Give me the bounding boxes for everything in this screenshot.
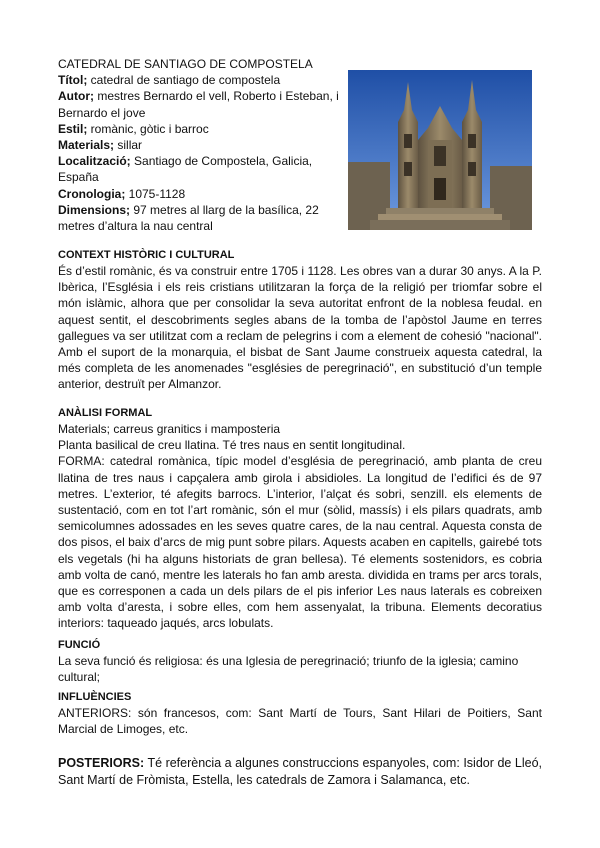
field-autor <box>58 88 343 120</box>
section-heading: FUNCIÓ <box>58 639 101 651</box>
context-paragraph: És d’estil romànic, és va construir entre 1705 i 1128. Les obres van a durar 30 anys. A la P. Ibèrica, l’Església i els reis cristians utilitzaran la força de la religió per triomfar sobre el món islàmic, alhora que per consolidar la seva autoritat enfront de la noblesa feudal. en aquest sentit, el descobriments segles abans de la tomba de l’apòstol Jaume en terres gallegues va ser utilitzat com a reclam de pelegrins i com a element de cohesió "nacional". Amb el suport de la monarquia, el bisbat de Sant Jaume construeix aquesta catedral, la més completa de les anomenades "esglésies de peregrinació", en substitució d’un temple anterior, destruït per Almanzor. <box>58 264 542 392</box>
section-heading: CONTEXT HISTÒRIC I CULTURAL <box>58 249 235 261</box>
section-context <box>58 248 542 393</box>
field-value: mestres Bernardo el vell, Roberto i Esteban, i Bernardo el jove <box>58 89 339 120</box>
field-label: Localització; <box>58 154 131 169</box>
analisi-line: Planta basilical de creu llatina. Té tres naus en sentit longitudinal. <box>58 438 406 453</box>
document-title: CATEDRAL DE SANTIAGO DE COMPOSTELA <box>58 57 313 71</box>
posteriors-label: POSTERIORS: <box>58 756 145 770</box>
field-label: Dimensions; <box>58 202 131 217</box>
field-label: Materials; <box>58 138 115 153</box>
field-estil <box>58 121 343 137</box>
section-heading: INFLUÈNCIES <box>58 691 132 703</box>
field-label: Autor; <box>58 89 94 104</box>
field-value: romànic, gòtic i barroc <box>87 121 209 136</box>
field-localitzacio <box>58 153 343 185</box>
section-funcio <box>58 638 542 685</box>
field-value: 1075-1128 <box>125 186 186 201</box>
field-label: Estil; <box>58 121 88 136</box>
forma-paragraph: FORMA: catedral romànica, típic model d’església de peregrinació, amb planta de creu llatina de tres naus i capçalera amb girola i absidioles. La longitud de l’edifici és de 97 metres. L’exterior, té afegits barrocs. L’interior, l’alçat és sobri, senzill. els elements de sustentació, com en tot l’art romànic, són el mur (sòlid, massís) i els pilars quadrats, amb semicolumnes adossades en les seves quatre cares, de la nau central. Aquesta consta de dos pisos, el baix d’arcs de mig punt sobre pilars. Aquests acaben en capitells, gairebé tots els vegetals (hi ha alguns historiats de gran bellesa). Té elements sostenidors, es cobria amb volta de canó, mentre les laterals ho fan amb aresta. dividida en trams per arcs torals, que es corresponen a cada un dels pilars de el pis inferior Les naus laterals es cobreixen amb volta d’aresta, i sobre elles, com hem assenyalat, la tribuna. Elements decoratius interiors: taqueado jaqués, arcs lobulats. <box>58 454 542 631</box>
field-value: catedral de santiago de compostela <box>87 73 281 88</box>
section-influencies <box>58 690 542 737</box>
field-value: sillar <box>114 138 143 153</box>
info-block <box>58 56 343 234</box>
field-value: Santiago de Compostela, Galicia, España <box>58 154 313 185</box>
field-cronologia <box>58 186 343 202</box>
section-analisi-formal <box>58 406 542 632</box>
field-dimensions <box>58 202 343 234</box>
posteriors-text: Té referència a algunes construccions espanyoles, com: Isidor de Lleó, Sant Martí de Fròmista, Estella, les catedrals de Zamora i Salamanca, etc. <box>58 756 542 787</box>
influencies-paragraph: ANTERIORS: són francesos, com: Sant Martí de Tours, Sant Hilari de Poitiers, Sant Marcial de Limoges, etc. <box>58 706 542 737</box>
field-label: Títol; <box>58 73 88 88</box>
funcio-paragraph: La seva funció és religiosa: és una Iglesia de peregrinació; triunfo de la iglesia; camino cultural; <box>58 654 519 685</box>
analisi-line: Materials; carreus granitics i mamposteria <box>58 422 281 436</box>
field-value: 97 metres al llarg de la basílica, 22 metres d’altura la nau central <box>58 202 319 234</box>
section-posteriors <box>58 755 542 789</box>
cathedral-photo <box>348 70 532 230</box>
field-label: Cronologia; <box>58 186 126 201</box>
field-titol <box>58 72 343 88</box>
field-materials <box>58 137 343 153</box>
section-heading: ANÀLISI FORMAL <box>58 407 153 419</box>
posteriors-paragraph <box>58 755 542 789</box>
